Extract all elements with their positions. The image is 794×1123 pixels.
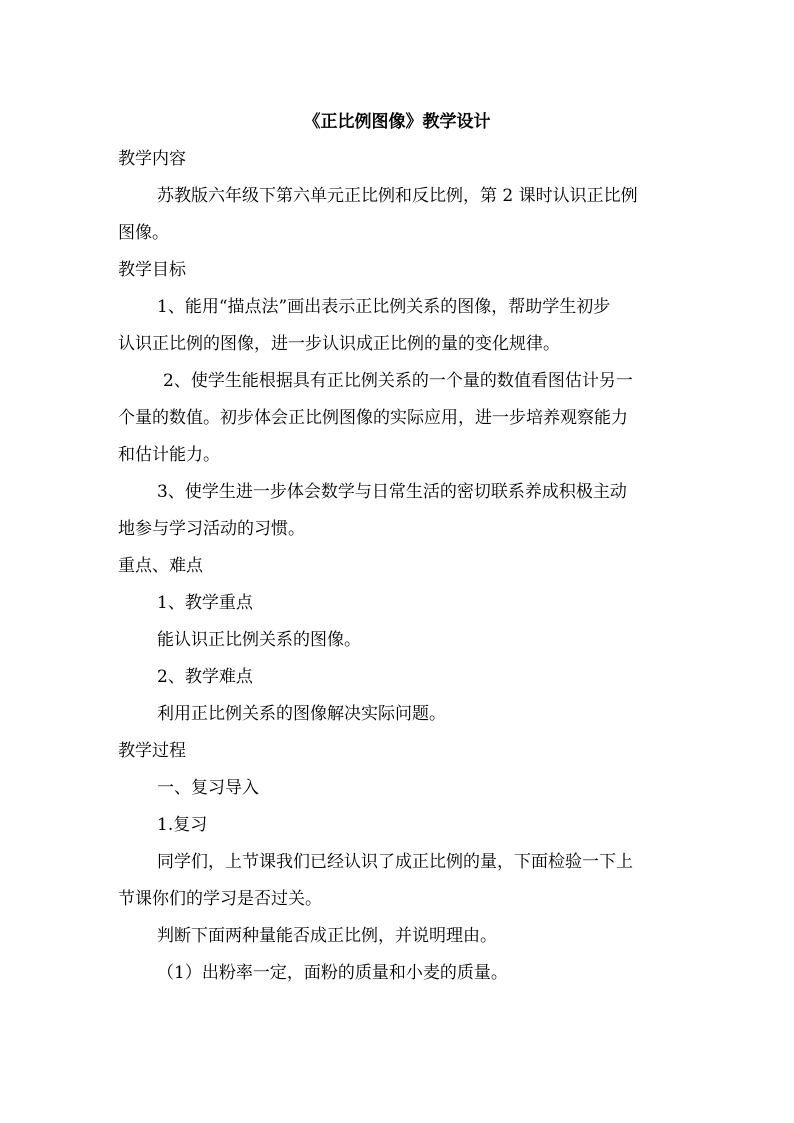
- paragraph-line: 2、使学生能根据具有正比例关系的一个量的数值看图估计另一: [163, 371, 633, 391]
- paragraph-line: 1.复习: [157, 815, 208, 835]
- paragraph-line: 一、复习导入: [157, 778, 259, 798]
- section-heading-content: 教学内容: [118, 149, 186, 169]
- paragraph-line: 利用正比例关系的图像解决实际问题。: [157, 704, 446, 724]
- document-title: 《正比例图像》教学设计: [303, 112, 491, 132]
- paragraph-line: 认识正比例的图像，进一步认识成正比例的量的变化规律。: [118, 334, 560, 354]
- paragraph-line: 2、教学难点: [157, 667, 253, 687]
- paragraph-line: 能认识正比例关系的图像。: [157, 630, 361, 650]
- paragraph-line: 3、使学生进一步体会数学与日常生活的密切联系养成积极主动: [157, 482, 627, 502]
- paragraph-line: 个量的数值。初步体会正比例图像的实际应用，进一步培养观察能力: [118, 408, 628, 428]
- paragraph-line: 地参与学习活动的习惯。: [118, 519, 305, 539]
- paragraph-line: 1、教学重点: [157, 593, 253, 613]
- paragraph-line: 苏教版六年级下第六单元正比例和反比例，第 2 课时认识正比例: [157, 186, 638, 206]
- paragraph-line: 1、能用“描点法”画出表示正比例关系的图像，帮助学生初步: [157, 297, 611, 317]
- paragraph-line: 节课你们的学习是否过关。: [118, 889, 322, 909]
- paragraph-line: 图像。: [118, 223, 169, 243]
- paragraph-line: 和估计能力。: [118, 445, 220, 465]
- paragraph-line: （1）出粉率一定，面粉的质量和小麦的质量。: [157, 963, 508, 983]
- section-heading-goals: 教学目标: [118, 260, 186, 280]
- section-heading-process: 教学过程: [118, 741, 186, 761]
- paragraph-line: 判断下面两种量能否成正比例，并说明理由。: [157, 926, 497, 946]
- section-heading-key-points: 重点、难点: [118, 556, 203, 576]
- paragraph-line: 同学们，上节课我们已经认识了成正比例的量，下面检验一下上: [157, 852, 633, 872]
